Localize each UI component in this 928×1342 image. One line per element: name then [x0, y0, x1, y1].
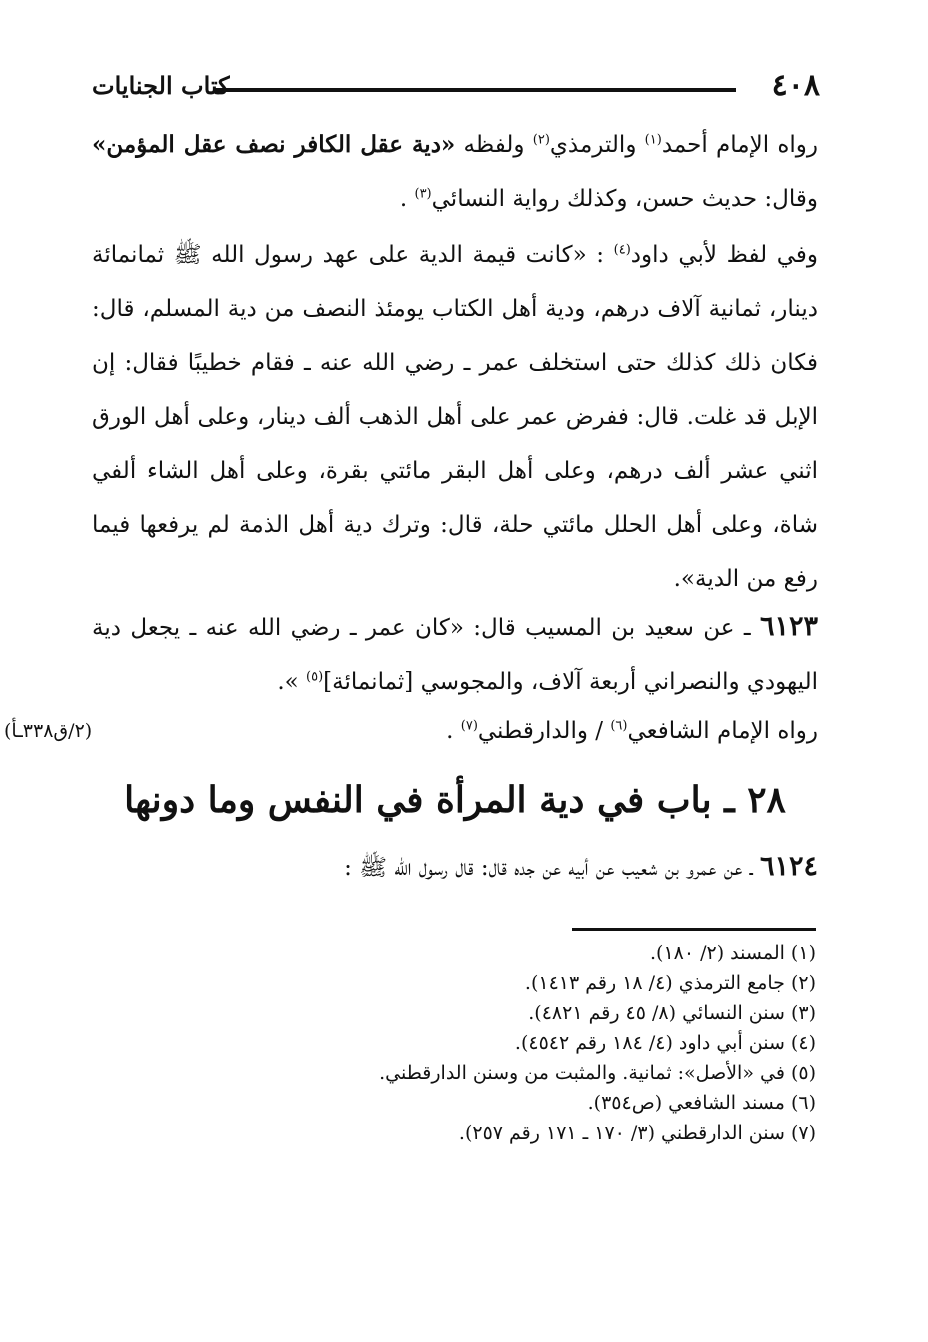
- footnote-marker: (٤): [613, 242, 631, 258]
- page-number: ٤٠٨: [771, 68, 820, 103]
- text-segment: وفي لفظ لأبي داود: [630, 242, 818, 268]
- text-segment: .: [446, 718, 461, 744]
- paragraph-narration-ahmad: [92, 118, 818, 226]
- footnote-marker: (٣): [414, 186, 432, 202]
- hadith-number: ٦١٢٣: [759, 611, 818, 642]
- hadith-6123: [92, 600, 818, 709]
- footnote-item: (٤) سنن أبي داود (٤/ ١٨٤ رقم ٤٥٤٢).: [514, 1032, 816, 1054]
- text-segment: وقال: حديث حسن، وكذلك رواية النسائي: [431, 186, 818, 212]
- text-segment: رواه الإمام الشافعي: [627, 718, 818, 744]
- footnote-marker: (٦): [610, 718, 628, 734]
- footnote-item: (٥) في «الأصل»: ثمانية. والمثبت من وسنن الدارقطني.: [379, 1062, 816, 1084]
- text-segment: والترمذي: [549, 132, 645, 158]
- text-segment: / والدارقطني: [477, 718, 611, 744]
- paragraph-narration-shafii: [92, 704, 818, 758]
- footnote-item: (٢) جامع الترمذي (٤/ ١٨ رقم ١٤١٣).: [524, 972, 816, 994]
- text-segment: .: [399, 186, 415, 212]
- text-segment: : «كانت قيمة الدية على عهد رسول الله ﷺ ثمانمائة دينار، ثمانية آلاف درهم، ودية أهل الكتاب يومئذ النصف من دية المسلم، قال: فكان ذلك كذلك حتى استخلف عمر ـ رضي الله عنه ـ فقام خطيبًا فقال: إن الإبل قد غلت. قال: ففرض عمر على أهل الذهب ألف دينار، وعلى أهل الورق اثني عشر ألف درهم، وعلى أهل البقر مائتي بقرة، وعلى أهل الشاء ألفي شاة، وعلى أهل الحلل مائتي حلة، قال: وترك دية أهل الذمة لم يرفعها فيما رفع من الدية».: [92, 242, 818, 592]
- chapter-heading: ٢٨ ـ باب في دية المرأة في النفس وما دونها: [124, 779, 786, 821]
- text-segment: ـ عن عمرو بن شعيب عن أبيه عن جده قال: قال رسول الله ﷺ :: [344, 855, 760, 881]
- text-segment: ـ عن سعيد بن المسيب قال: «كان عمر ـ رضي الله عنه ـ يجعل دية اليهودي والنصراني أربعة آلاف، والمجوسي [ثمانمائة]: [92, 615, 818, 695]
- footnotes-list: [300, 938, 816, 1148]
- text-segment: رواه الإمام أحمد: [661, 132, 818, 158]
- manuscript-margin-note: (٢/ق٣٣٨ـأ): [4, 720, 93, 742]
- book-title: كتاب الجنايات: [92, 71, 230, 100]
- footnote-item: (١) المسند (٢/ ١٨٠).: [649, 942, 816, 964]
- running-header: [92, 66, 820, 106]
- footnote-item: (٣) سنن النسائي (٨/ ٤٥ رقم ٤٨٢١).: [528, 1002, 816, 1024]
- hadith-quote: «دية عقل الكافر نصف عقل المؤمن»: [92, 131, 456, 158]
- footnote-item: (٦) مسند الشافعي (ص٣٥٤).: [587, 1092, 816, 1114]
- text-segment: ».: [277, 669, 307, 695]
- hadith-6124: [92, 840, 818, 895]
- footnote-marker: (٢): [532, 132, 550, 148]
- footnote-marker: (٥): [306, 669, 324, 685]
- text-segment: ولفظه: [455, 132, 533, 158]
- footnote-item: (٧) سنن الدارقطني (٣/ ١٧٠ ـ ١٧١ رقم ٢٥٧).: [458, 1122, 816, 1144]
- hadith-number: ٦١٢٤: [759, 851, 818, 882]
- footnote-separator: [572, 928, 816, 931]
- footnote-marker: (١): [644, 132, 662, 148]
- footnote-marker: (٧): [460, 718, 478, 734]
- header-rule: [214, 88, 736, 92]
- paragraph-abu-dawud: [92, 228, 818, 606]
